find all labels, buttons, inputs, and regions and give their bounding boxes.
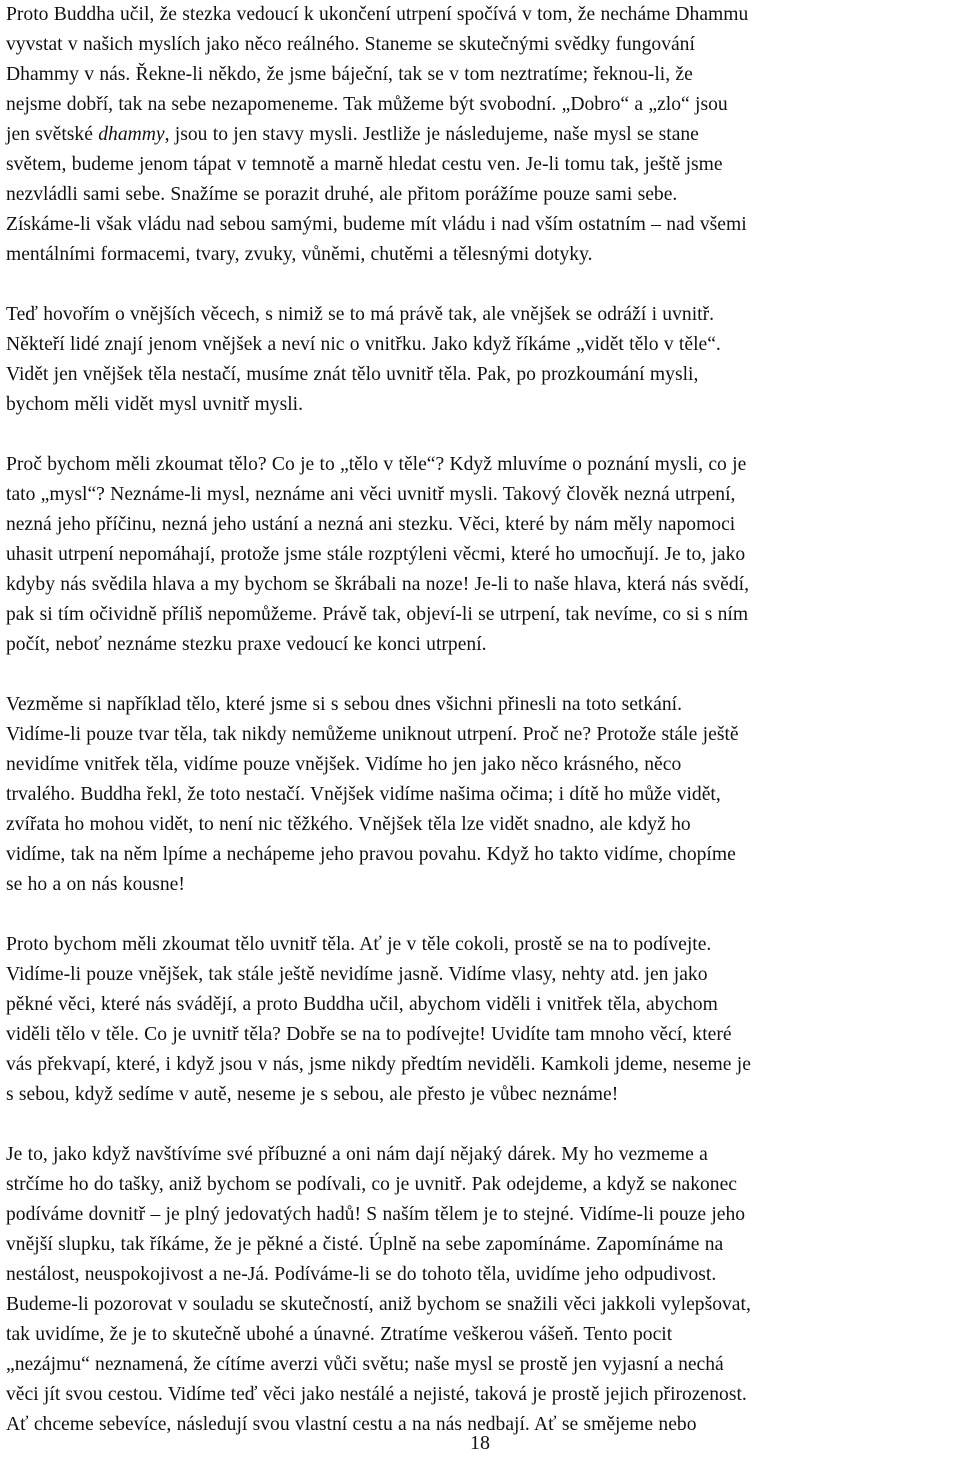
paragraph-1 — [6, 0, 956, 270]
paragraph-1-line-6: světem, budeme jenom tápat v temnotě a marně hledat cestu ven. Je-li tomu tak, ještě jsme — [6, 154, 723, 175]
paragraph-5: Proto bychom měli zkoumat tělo uvnitř těla. Ať je v těle cokoli, prostě se na to podívejte. Vidíme-li pouze vnějšek, tak stále ještě nevidíme jasně. Vidíme vlasy, nehty atd. jen jako pěkné věci, které nás svádějí, a proto Buddha učil, abychom viděli i vnitřek těla, abychom viděli tělo v těle. Co je uvnitř těla? Dobře se na to podívejte! Uvidíte tam mnoho věcí, které vás překvapí, které, i když jsou v nás, jsme nikdy předtím neviděli. Kamkoli jdeme, neseme je s sebou, když sedíme v autě, neseme je s sebou, ale přesto je vůbec neznáme! — [6, 934, 751, 1105]
paragraph-1-line-2: vyvstat v našich myslích jako něco reálného. Staneme se skutečnými svědky fungování — [6, 34, 695, 55]
paragraph-4: Vezměme si například tělo, které jsme si s sebou dnes všichni přinesli na toto setkání. Vidíme-li pouze tvar těla, tak nikdy nemůžeme uniknout utrpení. Proč ne? Protože stále ještě nevidíme vnitřek těla, vidíme pouze vnějšek. Vidíme ho jen jako něco krásného, něco trvalého. Buddha řekl, že toto nestačí. Vnějšek vidíme našima očima; i dítě ho může vidět, zvířata ho mohou vidět, to není nic těžkého. Vnějšek těla lze vidět snadno, ale když ho vidíme, tak na něm lpíme a nechápeme jeho pravou povahu. Když ho takto vidíme, chopíme se ho a on nás kousne! — [6, 694, 739, 895]
page-number: 18 — [470, 1432, 490, 1454]
paragraph-3: Proč bychom měli zkoumat tělo? Co je to „tělo v těle“? Když mluvíme o poznání mysli, co je tato „mysl“? Neznáme-li mysl, neznáme ani věci uvnitř mysli. Takový člověk nezná utrpení, nezná jeho příčinu, nezná jeho ustání a nezná ani stezku. Věci, které by nám měly napomoci uhasit utrpení nepomáhají, protože jsme stále rozptýleni věcmi, které ho umocňují. Je to, jako kdyby nás svědila hlava a my bychom se škrábali na noze! Je-li to naše hlava, která nás svědí, pak si tím očividně příliš nepomůžeme. Právě tak, objeví-li se utrpení, tak nevíme, co si s ním počít, neboť neznáme stezku praxe vedoucí ke konci utrpení. — [6, 454, 749, 655]
paragraph-1-line-7: nezvládli sami sebe. Snažíme se porazit druhé, ale přitom porážíme pouze sami sebe. — [6, 184, 678, 205]
paragraph-1-line-9: mentálními formacemi, tvary, zvuky, vůněmi, chutěmi a tělesnými dotyky. — [6, 244, 593, 265]
paragraph-2: Teď hovořím o vnějších věcech, s nimiž se to má právě tak, ale vnějšek se odráží i uvnitř. Někteří lidé znají jenom vnějšek a neví nic o vnitřku. Jako když říkáme „vidět tělo v těle“. Vidět jen vnějšek těla nestačí, musíme znát tělo uvnitř těla. Pak, po prozkoumání mysli, bychom měli vidět mysl uvnitř mysli. — [6, 304, 721, 415]
paragraph-1-line-5a: jen světské — [6, 124, 99, 145]
paragraph-1-line-8: Získáme-li však vládu nad sebou samými, budeme mít vládu i nad vším ostatním – nad všemi — [6, 214, 747, 235]
paragraph-1-line-3: Dhammy v nás. Řekne-li někdo, že jsme báječní, tak se v tom neztratíme; řeknou-li, že — [6, 64, 693, 85]
paragraph-6: Je to, jako když navštívíme své příbuzné a oni nám dají nějaký dárek. My ho vezmeme a strčíme ho do tašky, aniž bychom se podívali, co je uvnitř. Pak odejdeme, a když se nakonec podíváme dovnitř – je plný jedovatých hadů! S naším tělem je to stejné. Vidíme-li pouze jeho vnější slupku, tak říkáme, že je pěkné a čisté. Úplně na sebe zapomínáme. Zapomínáme na nestálost, neuspokojivost a ne-Já. Podíváme-li se do tohoto těla, uvidíme jeho odpudivost. Budeme-li pozorovat v souladu se skutečností, aniž bychom se snažili věci jakkoli vylepšovat, tak uvidíme, že je to skutečně ubohé a únavné. Ztratíme veškerou vášeň. Tento pocit „nezájmu“ neznamená, že cítíme averzi vůči světu; naše mysl se prostě jen vyjasní a nechá věci jít svou cestou. Vidíme teď věci jako nestálé a nejisté, taková je prostě jejich přirozenost. Ať chceme sebevíce, následují svou vlastní cestu a na nás nedbají. Ať se smějeme nebo — [6, 1144, 751, 1435]
paragraph-1-italic-term: dhammy — [98, 124, 165, 145]
paragraph-1-line-5b: , jsou to jen stavy mysli. Jestliže je následujeme, naše mysl se stane — [164, 124, 699, 145]
document-page — [6, 0, 956, 1470]
paragraph-1-line-1: Proto Buddha učil, že stezka vedoucí k ukončení utrpení spočívá v tom, že necháme Dhammu — [6, 4, 749, 25]
paragraph-1-line-4: nejsme dobří, tak na sebe nezapomeneme. Tak můžeme být svobodní. „Dobro“ a „zlo“ jsou — [6, 94, 728, 115]
